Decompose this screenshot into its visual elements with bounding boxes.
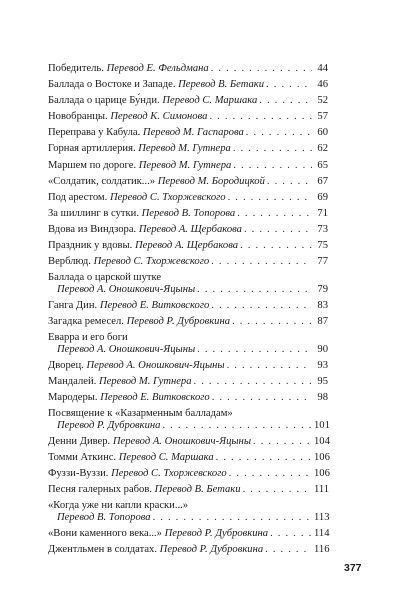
entry-translator: Перевод А. Щербакова	[134, 240, 239, 252]
toc-entry	[48, 468, 328, 480]
page-number: 65	[317, 159, 328, 171]
toc-entry	[48, 160, 328, 172]
page-number: 106	[314, 451, 330, 463]
toc-entry	[48, 192, 328, 204]
page-number: 104	[314, 435, 330, 447]
entry-title: Баллада о царской шутке	[48, 272, 162, 284]
leader-dots	[227, 360, 312, 372]
page-number: 71	[317, 207, 328, 219]
entry-translator: Перевод Е. Витковского	[100, 391, 210, 403]
page-number: 101	[314, 419, 330, 431]
leader-dots	[228, 192, 312, 204]
entry-title: «Когда уже ни капли краски...»	[48, 500, 189, 512]
toc-entry	[48, 240, 328, 252]
page-number: 106	[314, 467, 330, 479]
leader-dots	[197, 344, 312, 356]
entry-title: Еварра и его боги	[48, 332, 128, 344]
entry-translator: Перевод Е. Витковского	[99, 299, 210, 311]
toc-entry	[48, 176, 328, 188]
leader-dots	[229, 468, 312, 480]
entry-title: Вдова из Виндзора.	[48, 223, 137, 235]
page-number: 95	[317, 375, 328, 387]
entry-title: Джентльмен в солдатах.	[48, 543, 158, 555]
page-folio-number: 377	[344, 562, 362, 574]
leader-dots	[237, 208, 312, 220]
entry-translator: Перевод А. Оношкович-Яцыны	[112, 435, 251, 447]
toc-entry	[48, 316, 328, 328]
leader-dots	[266, 79, 312, 91]
page-number: 69	[317, 191, 328, 203]
toc-entry-multiline	[48, 408, 328, 431]
entry-translator: Перевод М. Гутнера	[98, 375, 192, 387]
leader-dots	[194, 376, 312, 388]
toc-entry	[48, 360, 328, 372]
table-of-contents	[48, 63, 328, 556]
entry-title: Денни Дивер.	[48, 435, 111, 447]
toc-entry	[48, 208, 328, 220]
page-number: 62	[317, 143, 328, 155]
toc-entry	[48, 79, 328, 91]
page-number: 111	[314, 484, 330, 496]
entry-title: Праздник у вдовы.	[48, 240, 133, 252]
entry-title: Посвящение к «Казарменным балладам»	[48, 408, 233, 420]
toc-entry-multiline	[48, 500, 328, 523]
leader-dots	[243, 484, 312, 496]
page-number: 98	[317, 391, 328, 403]
entry-translator: Перевод В. Топорова	[141, 207, 236, 219]
entry-translator: Перевод А. Оношкович-Яцыны	[57, 283, 196, 295]
toc-entry	[48, 224, 328, 236]
leader-dots	[233, 160, 312, 172]
toc-entry	[48, 452, 328, 464]
leader-dots	[232, 316, 312, 328]
entry-translator: Перевод А. Оношкович-Яцыны	[86, 359, 225, 371]
toc-entry	[48, 111, 328, 123]
toc-entry	[48, 63, 328, 75]
entry-title: Баллада о Востоке и Западе.	[48, 79, 176, 91]
toc-entry	[48, 376, 328, 388]
page-number: 52	[317, 95, 328, 107]
page-number: 73	[317, 223, 328, 235]
entry-title: Переправа у Кабула.	[48, 127, 141, 139]
page-number: 93	[317, 359, 328, 371]
leader-dots	[216, 452, 312, 464]
page-number: 57	[317, 111, 328, 123]
toc-entry	[48, 392, 328, 404]
page-number: 90	[317, 343, 328, 355]
entry-translator: Перевод К. Симонова	[110, 111, 208, 123]
toc-entry-multiline	[48, 272, 328, 295]
entry-title: Ганга Дин.	[48, 299, 98, 311]
page-number: 116	[314, 543, 330, 555]
leader-dots	[197, 284, 312, 296]
toc-entry	[48, 484, 328, 496]
entry-translator: Перевод М. Гаспарова	[142, 127, 244, 139]
page-number: 67	[317, 175, 328, 187]
entry-translator: Перевод С. Тхоржевского	[109, 191, 226, 203]
toc-entry-line2	[48, 420, 328, 432]
entry-title: Победитель.	[48, 63, 104, 74]
entry-translator: Перевод М. Бородицкой	[157, 175, 265, 187]
entry-translator: Перевод М. Гутнера	[138, 143, 231, 155]
entry-translator: Перевод М. Гутнера	[138, 159, 232, 171]
entry-translator: Перевод С. Маршака	[118, 451, 214, 463]
toc-entry	[48, 436, 328, 448]
leader-dots	[246, 127, 312, 139]
page-number: 75	[317, 240, 328, 252]
toc-entry-line2	[48, 284, 328, 296]
entry-translator: Перевод Е. Фельдмана	[106, 63, 209, 74]
page-number: 60	[317, 127, 328, 139]
entry-title: Маршем по дороге.	[48, 159, 137, 171]
entry-title: Томми Аткинс.	[48, 451, 117, 463]
toc-entry-line2	[48, 344, 328, 356]
leader-dots	[233, 143, 312, 155]
page-number: 83	[317, 299, 328, 311]
entry-translator: Перевод А. Оношкович-Яцыны	[57, 343, 196, 355]
toc-entry	[48, 95, 328, 107]
page-number: 77	[317, 256, 328, 268]
leader-dots	[240, 240, 312, 252]
toc-entry	[48, 143, 328, 155]
entry-title: Верблюд.	[48, 256, 91, 268]
entry-title: Баллада о царице Бу́нди.	[48, 95, 160, 107]
leader-dots	[253, 436, 312, 448]
leader-dots	[211, 300, 312, 312]
leader-dots	[162, 420, 312, 432]
entry-title: Новобранцы.	[48, 111, 108, 123]
entry-translator: Перевод Р. Дубровкина	[159, 543, 264, 555]
entry-translator: Перевод С. Тхоржевского	[111, 467, 227, 479]
leader-dots	[211, 256, 312, 268]
toc-entry-line2	[48, 512, 328, 524]
leader-dots	[212, 392, 312, 404]
leader-dots	[211, 63, 312, 75]
entry-translator: Перевод Р. Дубровкина	[57, 419, 161, 431]
leader-dots	[259, 95, 312, 107]
leader-dots	[153, 512, 312, 524]
toc-entry	[48, 528, 328, 540]
toc-entry	[48, 256, 328, 268]
entry-translator: Перевод В. Бетаки	[178, 79, 265, 91]
entry-title: «Вони каменного века...»	[48, 527, 162, 539]
leader-dots	[267, 176, 312, 188]
toc-entry	[48, 300, 328, 312]
toc-entry	[48, 127, 328, 139]
entry-translator: Перевод В. Бетаки	[154, 484, 241, 496]
entry-title: Мародеры.	[48, 391, 98, 403]
entry-translator: Перевод Р. Дубровкина	[164, 527, 269, 539]
entry-title: Дворец.	[48, 359, 84, 371]
entry-title: Фуззи-Вуззи.	[48, 467, 109, 479]
leader-dots	[265, 544, 312, 556]
entry-title: «Солдатик, солдатик...»	[48, 175, 156, 187]
entry-translator: Перевод С. Маршака	[162, 95, 258, 107]
entry-translator: Перевод Р. Дубровкина	[126, 316, 231, 327]
page-number: 79	[317, 283, 328, 295]
page-number: 87	[317, 316, 328, 327]
toc-entry-multiline	[48, 332, 328, 355]
page-number: 46	[317, 79, 328, 91]
toc-entry	[48, 544, 328, 556]
entry-translator: Перевод В. Топорова	[57, 511, 151, 523]
page-number: 114	[314, 527, 330, 539]
leader-dots	[244, 224, 312, 236]
leader-dots	[209, 111, 312, 123]
entry-translator: Перевод С. Тхоржевского	[93, 256, 210, 268]
entry-title: Мандалей.	[48, 375, 97, 387]
page-number: 113	[314, 511, 330, 523]
entry-title: Горная артиллерия.	[48, 143, 136, 155]
entry-translator: Перевод А. Щербакова	[138, 223, 242, 235]
page-number: 44	[317, 63, 328, 74]
entry-title: Под арестом.	[48, 191, 108, 203]
entry-title: Песня галерных рабов.	[48, 484, 153, 496]
leader-dots	[270, 528, 312, 540]
entry-title: За шиллинг в сутки.	[48, 207, 139, 219]
entry-title: Загадка ремесел.	[48, 316, 124, 327]
